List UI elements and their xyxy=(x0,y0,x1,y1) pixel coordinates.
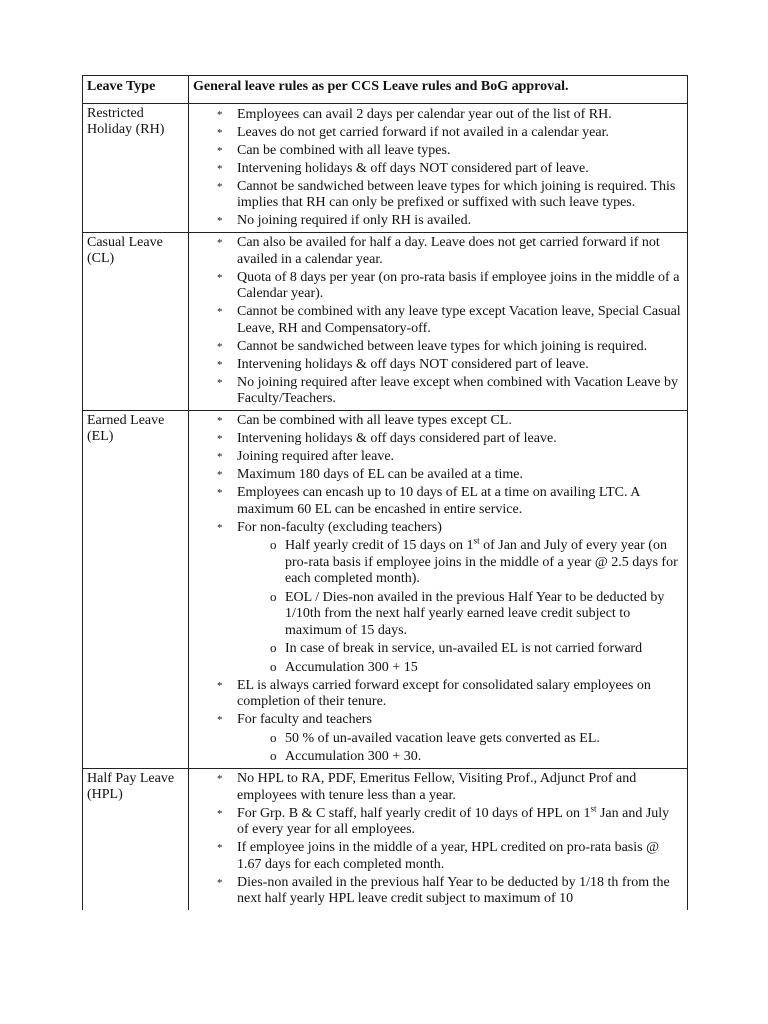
asterisk-bullet-icon: * xyxy=(217,271,223,284)
leave-rules-table xyxy=(82,75,688,910)
list-item: * Can also be availed for half a day. Leave does not get carried forward if not availed in a calendar year. xyxy=(217,235,660,267)
circle-bullet-icon: o xyxy=(270,640,277,655)
asterisk-bullet-icon: * xyxy=(217,306,223,318)
list-item: * No joining required if only RH is availed. xyxy=(217,213,472,228)
sub-list-item: o EOL / Dies-non availed in the previous Half Year to be deducted by 1/10th from the next half yearly earned leave credit subject to maximum of 15 days. xyxy=(270,588,665,638)
rules-el xyxy=(189,410,688,768)
list-item: * For faculty and teachers xyxy=(217,712,372,727)
sub-list-item: o 50 % of un-availed vacation leave gets converted as EL. xyxy=(270,729,600,746)
table-row-el xyxy=(83,410,688,768)
list-item: * Can be combined with all leave types except CL. xyxy=(217,413,512,428)
list-item: * Joining required after leave. xyxy=(217,449,395,464)
circle-bullet-icon: o xyxy=(270,748,277,763)
table-row-hpl xyxy=(83,768,688,910)
leave-rules-document xyxy=(82,75,688,910)
rules-cl xyxy=(189,232,688,410)
list-item: * EL is always carried forward except for consolidated salary employees on completion of their tenure. xyxy=(217,677,651,709)
asterisk-bullet-icon: * xyxy=(217,714,223,726)
rules-hpl xyxy=(189,768,688,910)
asterisk-bullet-icon: * xyxy=(217,376,223,389)
rules-rh xyxy=(189,104,688,233)
list-item: * Cannot be sandwiched between leave types for which joining is required. xyxy=(217,338,648,354)
circle-bullet-icon: o xyxy=(270,537,277,552)
list-item: * No joining required after leave except when combined with Vacation Leave by Faculty/Teachers. xyxy=(217,374,678,406)
rules-list-cl xyxy=(193,235,683,408)
list-item: * Cannot be combined with any leave type except Vacation leave, Special Casual Leave, RH and Compensatory-off. xyxy=(217,304,681,336)
list-item: * Leaves do not get carried forward if not availed in a calendar year. xyxy=(217,124,609,140)
asterisk-bullet-icon: * xyxy=(217,358,223,371)
asterisk-bullet-icon: * xyxy=(217,521,223,534)
rules-list-hpl xyxy=(193,771,683,908)
table-row-rh xyxy=(83,104,688,233)
sub-list-item: o Accumulation 300 + 30. xyxy=(270,748,422,764)
rules-list-rh xyxy=(193,107,683,230)
list-item: * Employees can encash up to 10 days of EL at a time on availing LTC. A maximum 60 EL can be encashed in entire service. xyxy=(217,485,640,517)
list-item: * Intervening holidays & off days considered part of leave. xyxy=(217,431,557,446)
leave-type-el: Earned Leave (EL) xyxy=(83,410,189,768)
asterisk-bullet-icon: * xyxy=(217,842,223,854)
header-general-rules: General leave rules as per CCS Leave rules and BoG approval. xyxy=(189,76,688,104)
asterisk-bullet-icon: * xyxy=(217,773,223,785)
asterisk-bullet-icon: * xyxy=(217,415,223,427)
list-item: * Cannot be sandwiched between leave types for which joining is required. This implies that RH can only be prefixed or suffixed with such leave types. xyxy=(217,178,676,210)
leave-type-rh: Restricted Holiday (RH) xyxy=(83,104,189,233)
asterisk-bullet-icon: * xyxy=(217,237,223,249)
leave-type-hpl: Half Pay Leave (HPL) xyxy=(83,768,189,910)
asterisk-bullet-icon: * xyxy=(217,487,223,499)
sub-list-item: o Half yearly credit of 15 days on 1st of Jan and July of every year (on pro-rata basis if employee joins in the middle of a year @ 2.5 days for each completed month). xyxy=(270,535,678,586)
asterisk-bullet-icon: * xyxy=(217,433,223,445)
asterisk-bullet-icon: * xyxy=(217,679,223,692)
list-item: * Dies-non availed in the previous half Year to be deducted by 1/18 th from the next half yearly HPL leave credit subject to maximum of 10 xyxy=(217,874,670,906)
list-item: * Quota of 8 days per year (on pro-rata basis if employee joins in the middle of a Calendar year). xyxy=(217,269,680,301)
header-leave-type: Leave Type xyxy=(83,76,189,104)
asterisk-bullet-icon: * xyxy=(217,180,223,193)
asterisk-bullet-icon: * xyxy=(217,126,223,139)
asterisk-bullet-icon: * xyxy=(217,144,223,157)
table-header-row xyxy=(83,76,688,104)
asterisk-bullet-icon: * xyxy=(217,108,223,121)
asterisk-bullet-icon: * xyxy=(217,162,223,175)
leave-type-cl: Casual Leave (CL) xyxy=(83,232,189,410)
sublist-non-faculty xyxy=(193,537,683,676)
list-item: * For non-faculty (excluding teachers) xyxy=(217,519,442,535)
asterisk-bullet-icon: * xyxy=(217,876,223,889)
list-item: * No HPL to RA, PDF, Emeritus Fellow, Visiting Prof., Adjunct Prof and employees with tenure less than a year. xyxy=(217,771,637,803)
asterisk-bullet-icon: * xyxy=(217,451,223,463)
list-item: * Intervening holidays & off days NOT considered part of leave. xyxy=(217,160,589,176)
sub-list-item: o In case of break in service, un-availed EL is not carried forward xyxy=(270,640,643,656)
circle-bullet-icon: o xyxy=(270,588,277,604)
list-item: * Employees can avail 2 days per calendar year out of the list of RH. xyxy=(217,106,612,122)
table-row-cl xyxy=(83,232,688,410)
list-item: * Intervening holidays & off days NOT considered part of leave. xyxy=(217,356,589,372)
rules-list-el xyxy=(193,413,683,536)
asterisk-bullet-icon: * xyxy=(217,215,223,227)
asterisk-bullet-icon: * xyxy=(217,807,223,820)
sublist-faculty xyxy=(193,730,683,766)
list-item: * For Grp. B & C staff, half yearly credit of 10 days of HPL on 1st Jan and July of every year for all employees. xyxy=(217,802,670,837)
rules-list-el-2 xyxy=(193,678,683,729)
asterisk-bullet-icon: * xyxy=(217,340,223,353)
list-item: * If employee joins in the middle of a year, HPL credited on pro-rata basis @ 1.67 days for each completed month. xyxy=(217,840,659,872)
list-item: * Can be combined with all leave types. xyxy=(217,142,451,158)
sub-list-item: o Accumulation 300 + 15 xyxy=(270,658,418,675)
circle-bullet-icon: o xyxy=(270,658,277,674)
asterisk-bullet-icon: * xyxy=(217,469,223,481)
list-item: * Maximum 180 days of EL can be availed at a time. xyxy=(217,467,524,482)
circle-bullet-icon: o xyxy=(270,729,277,745)
